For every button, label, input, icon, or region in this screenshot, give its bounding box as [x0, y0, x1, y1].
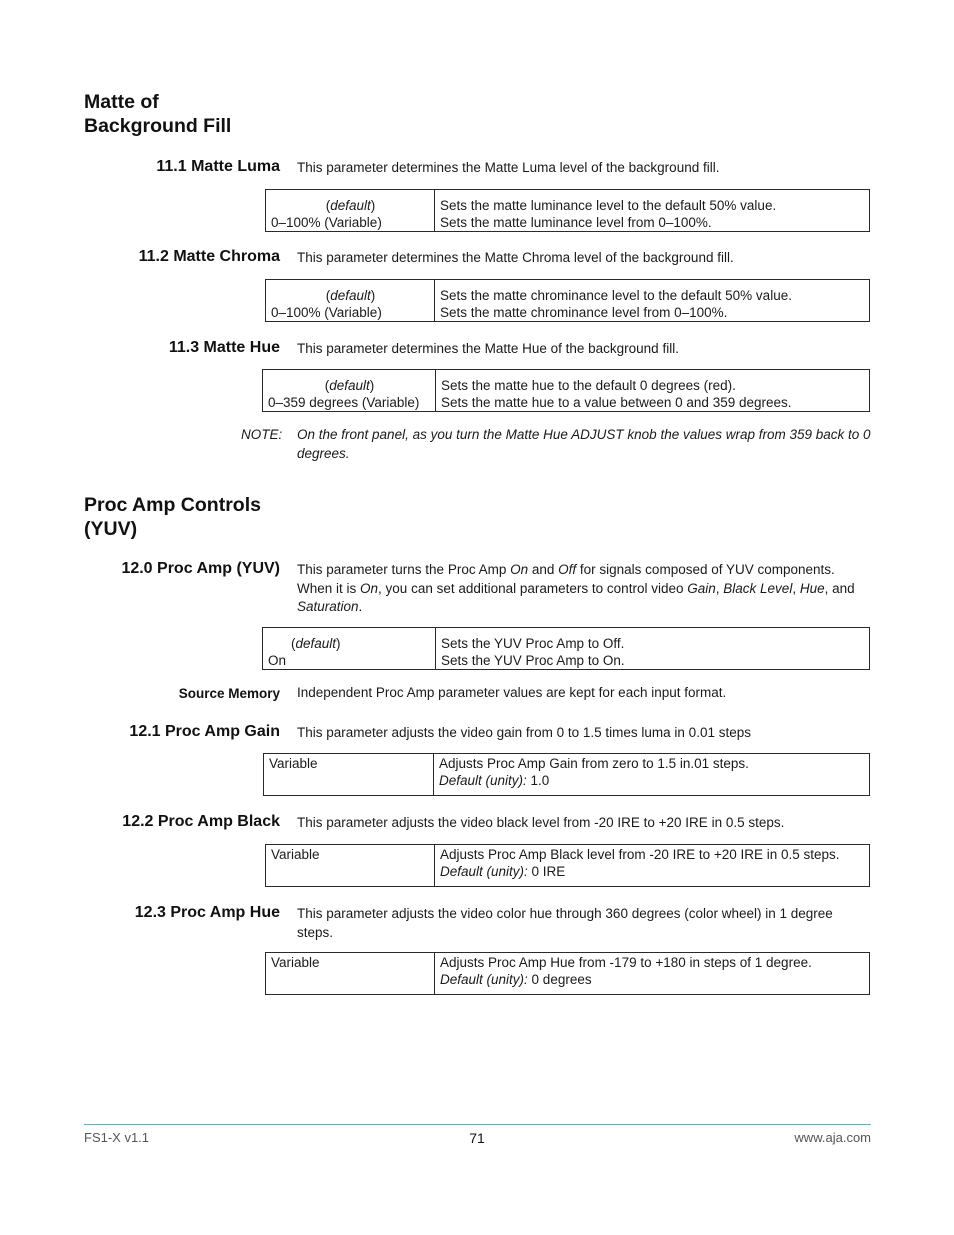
default-line: Default (unity): 0 IRE [440, 864, 566, 879]
desc-matte-hue: This parameter determines the Matte Hue of the background fill. [297, 341, 679, 356]
description-line: Sets the matte hue to the default 0 degrees (red). [441, 378, 736, 393]
table-option-cell [266, 280, 435, 321]
desc-matte-luma: This parameter determines the Matte Luma level of the background fill. [297, 160, 720, 175]
default-line: Default (unity): 0 degrees [440, 972, 592, 987]
section-title-line: Background Fill [84, 115, 232, 137]
table-option-cell [263, 370, 436, 411]
description-line: Sets the matte hue to a value between 0 and 359 degrees. [441, 395, 792, 410]
table-description-cell [435, 845, 869, 886]
table-option-cell [263, 628, 436, 669]
table-description-cell [435, 953, 869, 994]
desc-source-memory: Independent Proc Amp parameter values are kept for each input format. [297, 685, 727, 700]
heading-proc-amp-gain: 12.1 Proc Amp Gain [129, 723, 280, 740]
option-default: (default) [325, 288, 376, 303]
default-line: Default (unity): 1.0 [439, 773, 550, 788]
table-proc-amp-black [265, 844, 870, 887]
table-description-cell [436, 370, 869, 411]
option-variable: Variable [269, 756, 318, 771]
option-variable: 0–359 degrees (Variable) [268, 395, 420, 410]
section-title-line: (YUV) [84, 518, 138, 540]
desc-proc-amp-yuv: This parameter turns the Proc Amp On and Off for signals composed of YUV components. When it is On, you can set additional parameters to control video Gain, Black Level, Hue, and Saturation. [297, 562, 855, 614]
description-line: Adjusts Proc Amp Black level from -20 IRE to +20 IRE in 0.5 steps. [440, 847, 840, 862]
section-title-matte-background-fill [84, 90, 231, 138]
option-on: On [268, 653, 287, 668]
option-variable: Variable [271, 847, 320, 862]
table-option-cell [264, 754, 434, 795]
footer-version: FS1-X v1.1 [84, 1130, 150, 1145]
description-line: Sets the matte chrominance level from 0–100%. [440, 305, 728, 320]
section-title-proc-amp-controls [84, 493, 261, 541]
heading-proc-amp-black: 12.2 Proc Amp Black [122, 813, 280, 830]
option-default: (default) [325, 198, 376, 213]
table-matte-chroma [265, 279, 870, 322]
desc-matte-chroma: This parameter determines the Matte Chroma level of the background fill. [297, 250, 734, 265]
option-variable: 0–100% (Variable) [271, 305, 382, 320]
description-line: Adjusts Proc Amp Gain from zero to 1.5 in.01 steps. [439, 756, 749, 771]
heading-matte-chroma: 11.2 Matte Chroma [138, 248, 280, 265]
note-label: NOTE: [241, 427, 283, 442]
option-variable: Variable [271, 955, 320, 970]
table-option-cell [266, 953, 435, 994]
description-line: Sets the matte chrominance level to the default 50% value. [440, 288, 792, 303]
section-title-line: Proc Amp Controls [84, 494, 261, 516]
table-description-cell [436, 628, 869, 669]
option-default: (default) [291, 636, 341, 651]
description-line: Sets the matte luminance level from 0–100%. [440, 215, 712, 230]
table-proc-amp-gain [263, 753, 870, 796]
desc-proc-amp-black: This parameter adjusts the video black level from -20 IRE to +20 IRE in 0.5 steps. [297, 815, 785, 830]
footer-website-link[interactable]: www.aja.com [794, 1130, 871, 1145]
table-matte-luma [265, 189, 870, 232]
description-line: Sets the YUV Proc Amp to Off. [441, 636, 625, 651]
description-line: Adjusts Proc Amp Hue from -179 to +180 in steps of 1 degree. [440, 955, 812, 970]
heading-matte-luma: 11.1 Matte Luma [156, 158, 280, 175]
table-proc-amp-hue [265, 952, 870, 995]
table-description-cell [434, 754, 869, 795]
page-number: 71 [469, 1130, 485, 1146]
table-option-cell [266, 845, 435, 886]
description-line: Sets the YUV Proc Amp to On. [441, 653, 625, 668]
heading-proc-amp-hue: 12.3 Proc Amp Hue [134, 904, 280, 921]
desc-proc-amp-hue: This parameter adjusts the video color hue through 360 degrees (color wheel) in 1 degree steps. [297, 906, 833, 940]
table-proc-amp-yuv [262, 627, 870, 670]
desc-proc-amp-gain: This parameter adjusts the video gain from 0 to 1.5 times luma in 0.01 steps [297, 725, 751, 740]
table-description-cell [435, 190, 869, 231]
table-option-cell [266, 190, 435, 231]
table-description-cell [435, 280, 869, 321]
option-variable: 0–100% (Variable) [271, 215, 382, 230]
heading-matte-hue: 11.3 Matte Hue [168, 339, 280, 356]
heading-proc-amp-yuv: 12.0 Proc Amp (YUV) [121, 560, 280, 577]
footer-divider [84, 1124, 871, 1125]
table-matte-hue [262, 369, 870, 412]
section-title-line: Matte of [84, 91, 159, 113]
option-default: (default) [324, 378, 375, 393]
heading-source-memory: Source Memory [178, 686, 280, 701]
note-text: On the front panel, as you turn the Matte Hue ADJUST knob the values wrap from 359 back to 0 degrees. [297, 427, 871, 461]
description-line: Sets the matte luminance level to the default 50% value. [440, 198, 777, 213]
